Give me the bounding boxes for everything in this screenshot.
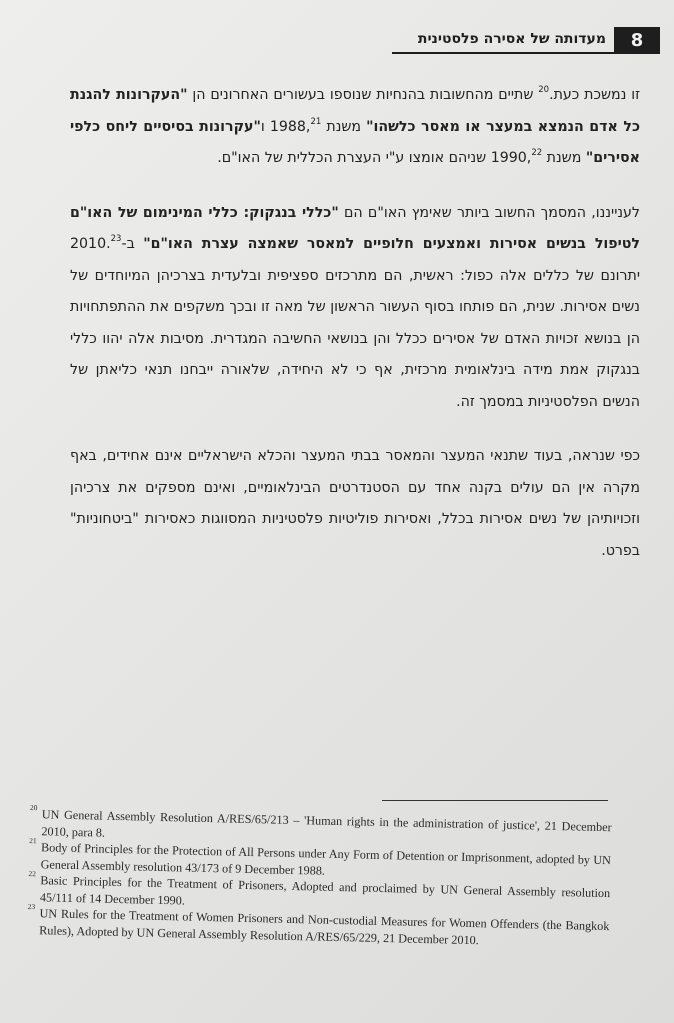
running-title: מעדותה של אסירה פלסטינית	[417, 31, 606, 47]
document-title-bold: "העקרונות להגנת כל אדם הנמצא במעצר או מאסר כלשהו"	[70, 87, 640, 135]
paragraph-3: כפי שנראה, בעוד שתנאי המעצר והמאסר בבתי המעצר והכלא הישראליים אינם אחידים, באף מקרה אין הם עולים בקנה אחד עם הסטנדרטים הבינלאומיים, ואינם מספקים את צרכיהן וזכויותיהן של נשים אסירות בכלל, ואסירות פוליטיות פלסטיניות המסווגות כאסירות "ביטחוניות" בפרט.	[70, 448, 640, 559]
page-number: 8	[614, 27, 660, 54]
document-title-bold: "עקרונות בסיסיים ליחס כלפי אסירים"	[70, 118, 640, 166]
text-run: משנת 1988,	[269, 118, 367, 135]
footnote-text: Basic Principles for the Treatment of Prisoners, Adopted and proclaimed by UN General Assembly resolution 45/111 of 14 December 1990.	[39, 873, 611, 908]
document-title-bold: "כללי בנגקוק: כללי המינימום של האו"ם לטיפול בנשים אסירות ואמצעים חלופיים למאסר שאמצה עצרת האו"ם"	[70, 204, 640, 252]
footnote-ref-21: 21	[310, 116, 322, 127]
footnote-number: 22	[28, 868, 37, 879]
footnote-ref-22: 22	[531, 148, 543, 158]
footnote-separator	[382, 800, 608, 801]
paragraph-2	[70, 198, 640, 419]
footnote-text: Body of Principles for the Protection of All Persons under Any Form of Detention or Imprisonment, adopted by UN General Assembly resolution 43/173 of 9 December 1988.	[40, 840, 612, 878]
text-run: משנת 1990,	[490, 150, 586, 166]
text-run: זו נמשכת כעת.	[549, 87, 641, 103]
footnote-ref-23: 23	[110, 234, 122, 244]
footnote-number: 20	[29, 803, 38, 813]
footnote-number: 21	[29, 835, 37, 846]
footnote-text: UN General Assembly Resolution A/RES/65/213 – 'Human rights in the administration of justice', 21 December 2010, para 8.	[41, 807, 612, 840]
running-header	[392, 24, 660, 54]
paragraph-1	[70, 80, 640, 175]
text-run: ו	[260, 118, 270, 135]
body-text	[70, 80, 640, 567]
text-run: יתרונם של כללים אלה כפול: ראשית, הם מתרכזים ספציפית ובלעדית בצרכיהן המיוחדים של נשים אסירות. שנית, הם פותחו בסוף העשור הראשון של מאה זו ובכך משקפים את ההתפתחויות הן בנושא זכויות האדם של אסירים ככלל והן בנושאי החשיבה המגדרית. מסיבות אלה יהוו כללי בנגקוק אמת מידה בינלאומית מרכזית, אף כי לא היחידה, שלאורה ייבחנו תנאי כליאתן של הנשים הפלסטיניות במסמך זה.	[70, 267, 640, 410]
footnotes	[27, 803, 612, 951]
text-run: לענייננו, המסמך החשוב ביותר שאימץ האו"ם הם	[338, 204, 640, 221]
text-run: שניהם אומצו ע"י העצרת הכללית של האו"ם.	[217, 150, 491, 166]
footnote-text: UN Rules for the Treatment of Women Prisoners and Non-custodial Measures for Women Offenders (the Bangkok Rules), Adopted by UN General Assembly Resolution A/RES/65/229, 21 December 2010.	[39, 906, 610, 947]
text-run: שתיים מהחשובות בהנחיות שנוספו בעשורים האחרונים הן	[187, 87, 539, 103]
footnote-number: 23	[27, 901, 36, 912]
text-run: ב-2010.	[70, 236, 144, 252]
footnote-ref-20: 20	[538, 85, 550, 95]
